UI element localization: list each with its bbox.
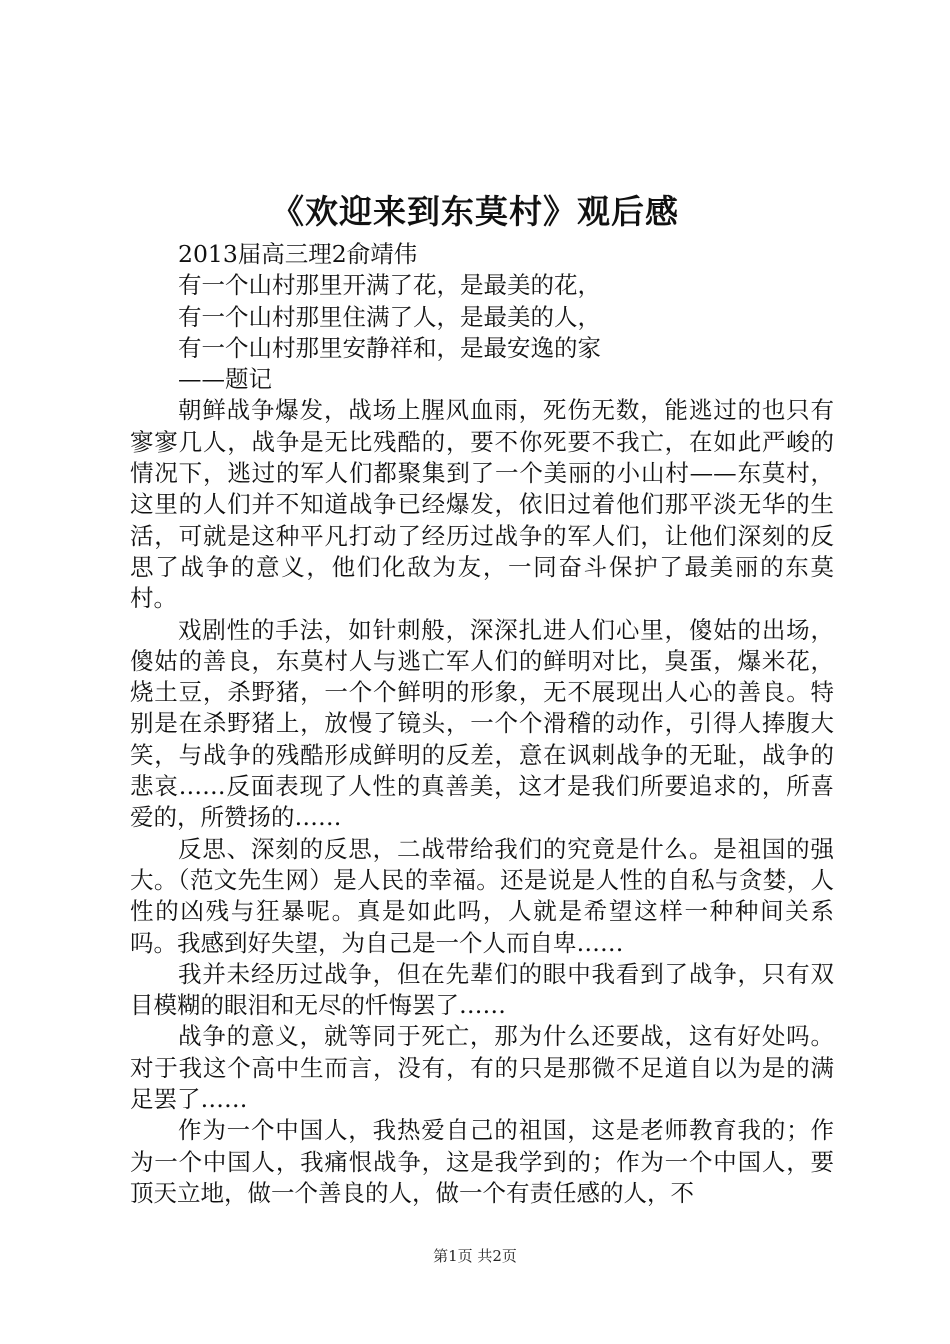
poem-line: 有一个山村那里住满了人，是最美的人， (178, 302, 601, 331)
paragraph: 反思、深刻的反思，二战带给我们的究竟是什么。是祖国的强大。（范文先生网）是人民的幸福。还是说是人性的自私与贪婪，人性的凶残与狂暴呢。真是如此吗，人就是希望这样一种种间关系吗。我感到好失望，为自己是一个人而自卑…… (130, 834, 834, 957)
paragraph: 作为一个中国人，我热爱自己的祖国，这是老师教育我的；作为一个中国人，我痛恨战争，这是我学到的；作为一个中国人，要顶天立地，做一个善良的人，做一个有责任感的人，不 (130, 1116, 834, 1207)
document-title: 《欢迎来到东莫村》观后感 (271, 192, 679, 231)
paragraph: 戏剧性的手法，如针刺般，深深扎进人们心里，傻姑的出场，傻姑的善良，东莫村人与逃亡军人们的鲜明对比，臭蛋，爆米花，烧土豆，杀野猪，一个个鲜明的形象，无不展现出人心的善良。特别是在杀野猪上，放慢了镜头，一个个滑稽的动作，引得人捧腹大笑，与战争的残酷形成鲜明的反差，意在讽刺战争的无耻，战争的悲哀……反面表现了人性的真善美，这才是我们所要追求的，所喜爱的，所赞扬的…… (130, 615, 834, 832)
document-body (130, 239, 834, 1209)
author-line: 2013届高三理2俞靖伟 (178, 240, 418, 268)
poem-line: 有一个山村那里安静祥和，是最安逸的家 (178, 333, 601, 362)
paragraph: 战争的意义，就等同于死亡，那为什么还要战，这有好处吗。对于我这个高中生而言，没有，有的只是那微不足道自以为是的满足罢了…… (130, 1022, 834, 1114)
page-footer: 第1页 共2页 (433, 1247, 517, 1265)
poem-attribution: ——题记 (178, 365, 272, 394)
paragraph: 我并未经历过战争，但在先辈们的眼中我看到了战争，只有双目模糊的眼泪和无尽的忏悔罢了…… (130, 959, 834, 1020)
paragraph: 朝鲜战争爆发，战场上腥风血雨，死伤无数，能逃过的也只有寥寥几人，战争是无比残酷的，要不你死要不我亡，在如此严峻的情况下，逃过的军人们都聚集到了一个美丽的小山村——东莫村，这里的人们并不知道战争已经爆发，依旧过着他们那平淡无华的生活，可就是这种平凡打动了经历过战争的军人们，让他们深刻的反思了战争的意义，他们化敌为友，一同奋斗保护了最美丽的东莫村。 (130, 396, 834, 613)
poem-line: 有一个山村那里开满了花，是最美的花， (178, 271, 601, 300)
